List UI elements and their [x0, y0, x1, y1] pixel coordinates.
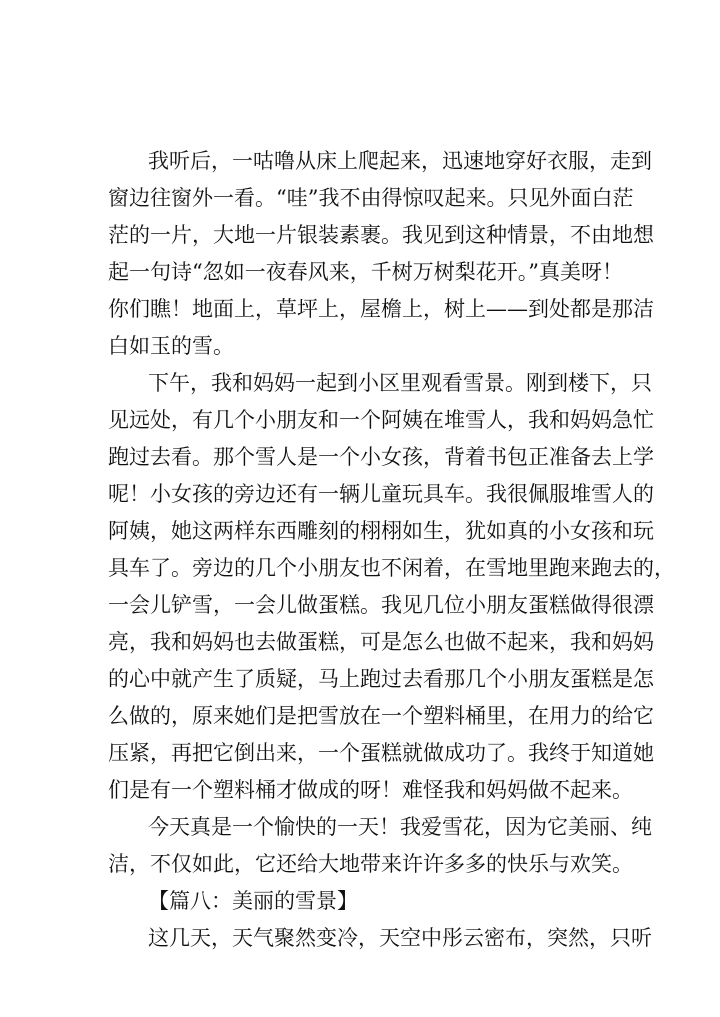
- paragraph-2: [108, 365, 675, 809]
- paragraph-line: 起一句诗“忽如一夜春风来，千树万树梨花开。”真美呀！: [108, 260, 623, 284]
- paragraph-line: 跑过去看。那个雪人是一个小女孩，背着书包正准备去上学: [108, 445, 654, 469]
- paragraph-line: 具车了。旁边的几个小朋友也不闲着，在雪地里跑来跑去的，: [108, 556, 675, 580]
- paragraph-line: 窗边往窗外一看。“哇”我不由得惊叹起来。只见外面白茫: [108, 186, 634, 210]
- paragraph-line: 阿姨，她这两样东西雕刻的栩栩如生，犹如真的小女孩和玩: [108, 519, 654, 543]
- essay-body: [108, 143, 675, 957]
- paragraph-1: [108, 143, 654, 365]
- paragraph-line: 么做的，原来她们是把雪放在一个塑料桶里，在用力的给它: [108, 704, 654, 728]
- paragraph-line: 下午，我和妈妈一起到小区里观看雪景。刚到楼下，只: [148, 371, 652, 395]
- paragraph-line: 我听后，一咕噜从床上爬起来，迅速地穿好衣服，走到: [148, 149, 652, 173]
- section-heading: [108, 883, 614, 920]
- paragraph-line: 你们瞧！地面上，草坪上，屋檐上，树上——到处都是那洁: [108, 297, 654, 321]
- paragraph-line: 亮，我和妈妈也去做蛋糕，可是怎么也做不起来，我和妈妈: [108, 630, 654, 654]
- section-heading-text: 【篇八：美丽的雪景】: [148, 889, 358, 913]
- paragraph-line: 的心中就产生了质疑，马上跑过去看那几个小朋友蛋糕是怎: [108, 667, 654, 691]
- paragraph-line: 呢！小女孩的旁边还有一辆儿童玩具车。我很佩服堆雪人的: [108, 482, 654, 506]
- paragraph-line: 一会儿铲雪，一会儿做蛋糕。我见几位小朋友蛋糕做得很漂: [108, 593, 654, 617]
- paragraph-line: 白如玉的雪。: [108, 334, 234, 358]
- paragraph-line: 茫的一片，大地一片银装素裹。我见到这种情景，不由地想: [108, 223, 654, 247]
- paragraph-line: 今天真是一个愉快的一天！我爱雪花，因为它美丽、纯: [148, 815, 652, 839]
- paragraph-line: 洁，不仅如此，它还给大地带来许许多多的快乐与欢笑。: [108, 852, 633, 876]
- paragraph-line: 们是有一个塑料桶才做成的呀！难怪我和妈妈做不起来。: [108, 778, 633, 802]
- paragraph-3: [108, 809, 652, 883]
- paragraph-line: 见远处，有几个小朋友和一个阿姨在堆雪人，我和妈妈急忙: [108, 408, 654, 432]
- paragraph-line: 压紧，再把它倒出来，一个蛋糕就做成功了。我终于知道她: [108, 741, 654, 765]
- paragraph-line: 这几天，天气聚然变冷，天空中彤云密布，突然，只听: [148, 926, 652, 950]
- paragraph-4: [108, 920, 652, 957]
